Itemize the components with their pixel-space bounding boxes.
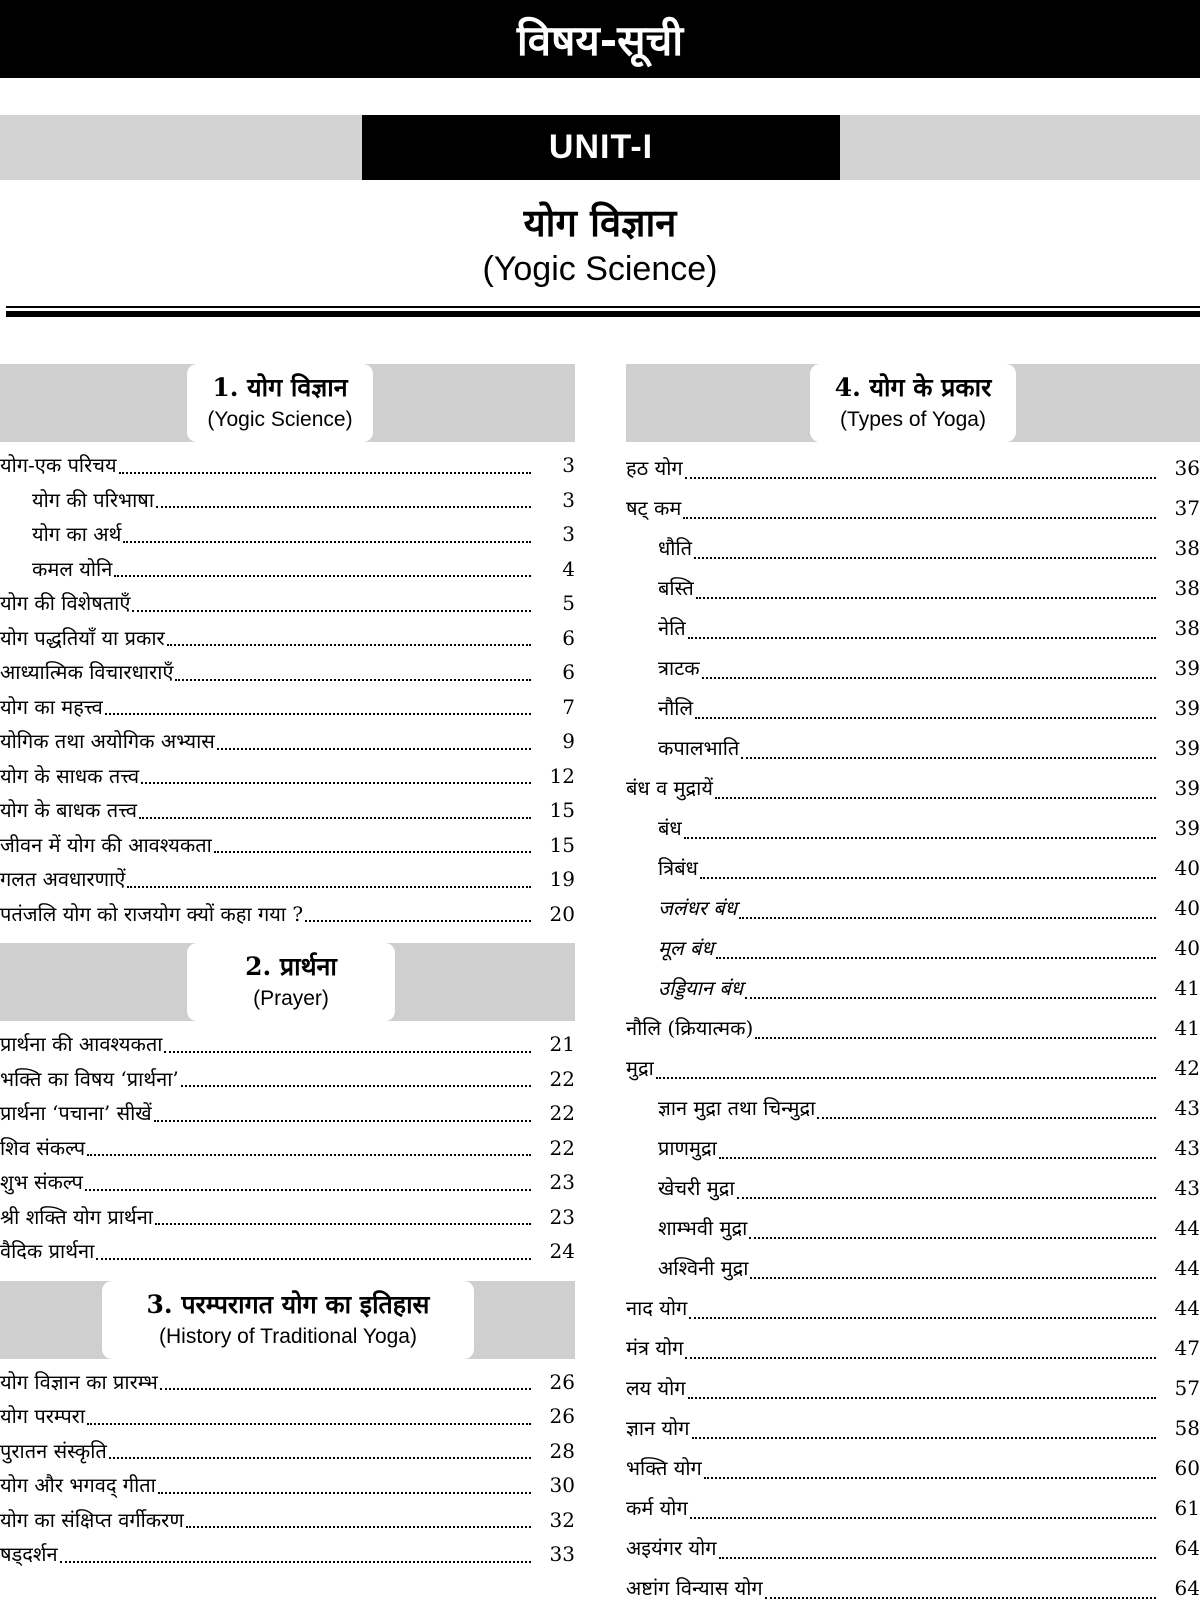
toc-entry <box>626 1328 1200 1368</box>
dot-leader <box>696 597 1156 599</box>
entry-title: अश्विनी मुद्रा <box>658 1256 749 1280</box>
entry-title: नेति <box>658 616 686 640</box>
section-entries <box>0 1027 575 1269</box>
page-number: 3 <box>562 522 575 546</box>
toc-entry <box>0 828 575 863</box>
dot-leader <box>684 837 1156 839</box>
entry-title: पतंजलि योग को राजयोग क्यों कहा गया ? <box>0 901 304 926</box>
toc-entry <box>0 793 575 828</box>
entry-title: नौलि (क्रियात्मक) <box>626 1016 754 1040</box>
section-subtitle: (History of Traditional Yoga) <box>159 1324 417 1348</box>
entry-title: मंत्र योग <box>626 1336 684 1360</box>
toc-entry <box>626 1288 1200 1328</box>
page-number: 58 <box>1174 1416 1200 1440</box>
toc-entry <box>0 1365 575 1400</box>
section-title-box <box>810 364 1016 442</box>
page-number: 60 <box>1174 1456 1200 1480</box>
toc-entry <box>626 1408 1200 1448</box>
toc-entry <box>0 621 575 656</box>
entry-title: त्राटक <box>658 656 700 680</box>
entry-title: खेचरी मुद्रा <box>658 1176 735 1200</box>
page-number: 38 <box>1174 536 1200 560</box>
page-number: 21 <box>549 1032 575 1056</box>
dot-leader <box>741 757 1156 759</box>
dot-leader <box>155 1223 531 1225</box>
dot-leader <box>105 713 531 715</box>
entry-title: योग के साधक तत्त्व <box>0 763 140 788</box>
toc-entry <box>0 862 575 897</box>
entry-title: प्राणमुद्रा <box>658 1136 717 1160</box>
dot-leader <box>683 517 1156 519</box>
toc-entry <box>0 448 575 483</box>
page-number: 32 <box>549 1507 575 1532</box>
toc-entry <box>626 1128 1200 1168</box>
entry-title: बंध व मुद्रायें <box>626 776 713 800</box>
toc-entry <box>0 759 575 794</box>
divider-thick <box>6 311 1200 317</box>
toc-entry <box>626 808 1200 848</box>
toc-entry <box>0 1537 575 1572</box>
dot-leader <box>719 1557 1156 1559</box>
page-number: 41 <box>1174 976 1200 1000</box>
page-number: 3 <box>562 453 575 477</box>
entry-title: प्रार्थना की आवश्यकता <box>0 1032 163 1056</box>
dot-leader <box>214 851 531 853</box>
entry-title: योग की परिभाषा <box>32 487 154 512</box>
dot-leader <box>127 886 531 888</box>
page-number: 44 <box>1174 1216 1200 1240</box>
toc-entry <box>626 1208 1200 1248</box>
entry-title: शाम्भवी मुद्रा <box>658 1216 748 1240</box>
toc-entry <box>626 928 1200 968</box>
dot-leader <box>132 610 531 612</box>
page-number: 64 <box>1174 1576 1200 1600</box>
toc-entry <box>626 1168 1200 1208</box>
entry-title: शिव संकल्प <box>0 1135 86 1160</box>
dot-leader <box>688 637 1156 639</box>
entry-title: श्री शक्ति योग प्रार्थना <box>0 1204 153 1229</box>
toc-entry <box>0 517 575 552</box>
left-column <box>0 364 575 1584</box>
toc-entry <box>626 728 1200 768</box>
page-number: 40 <box>1174 896 1200 920</box>
toc-entry <box>0 1096 575 1131</box>
dot-leader <box>164 1051 531 1053</box>
entry-title: योग की विशेषताएँ <box>0 591 131 615</box>
entry-title: योग का अर्थ <box>32 522 122 546</box>
entry-title: शुभ संकल्प <box>0 1170 83 1194</box>
entry-title: प्रार्थना ‘पचाना’ सीखें <box>0 1101 152 1125</box>
page-number: 22 <box>549 1066 575 1091</box>
entry-title: पुरातन संस्कृति <box>0 1438 107 1463</box>
entry-title: भक्ति योग <box>626 1456 702 1480</box>
dot-leader <box>749 1237 1156 1239</box>
page-number: 39 <box>1174 696 1200 720</box>
dot-leader <box>158 1492 531 1494</box>
dot-leader <box>114 575 531 577</box>
divider-thin <box>6 306 1200 308</box>
entry-title: अष्टांग विन्यास योग <box>626 1576 763 1600</box>
page-number: 43 <box>1174 1096 1200 1120</box>
section-subtitle: (Yogic Science) <box>207 408 353 431</box>
entry-title: षट् कम <box>626 496 682 520</box>
unit-subtitle: (Yogic Science) <box>482 250 718 288</box>
toc-entry <box>0 690 575 725</box>
toc-entry <box>626 568 1200 608</box>
entry-title: भक्ति का विषय ‘प्रार्थना’ <box>0 1066 179 1091</box>
section-header <box>626 364 1200 442</box>
page-number: 39 <box>1174 816 1200 840</box>
dot-leader <box>715 797 1156 799</box>
section-title: 1. योग विज्ञान <box>212 373 348 402</box>
page-number: 44 <box>1174 1256 1200 1280</box>
entry-title: कपालभाति <box>658 736 740 760</box>
page-number: 39 <box>1174 736 1200 760</box>
dot-leader <box>702 677 1156 679</box>
toc-entry <box>626 1568 1200 1608</box>
dot-leader <box>217 748 531 750</box>
page-number: 22 <box>549 1101 575 1125</box>
entry-title: वैदिक प्रार्थना <box>0 1239 95 1263</box>
toc-entry <box>626 1088 1200 1128</box>
dot-leader <box>755 1037 1156 1039</box>
page-number: 5 <box>562 591 575 615</box>
entry-title: मूल बंध <box>658 936 714 960</box>
dot-leader <box>175 679 531 681</box>
page-number: 23 <box>549 1204 575 1229</box>
page-number: 47 <box>1174 1336 1200 1360</box>
section-title-box <box>187 364 373 442</box>
dot-leader <box>156 506 531 508</box>
dot-leader <box>692 1437 1157 1439</box>
toc-entry <box>0 724 575 759</box>
dot-leader <box>305 920 531 922</box>
page-number: 37 <box>1174 496 1200 520</box>
page-number: 24 <box>549 1239 575 1263</box>
entry-title: कर्म योग <box>626 1496 688 1520</box>
section-header <box>0 364 575 442</box>
toc-entry <box>626 1528 1200 1568</box>
section-header <box>0 943 575 1021</box>
dot-leader <box>690 1517 1156 1519</box>
toc-entry <box>0 1131 575 1166</box>
entry-title: योग का संक्षिप्त वर्गीकरण <box>0 1507 184 1532</box>
page-number: 3 <box>562 487 575 512</box>
toc-entry <box>626 1248 1200 1288</box>
section-entries <box>0 448 575 931</box>
entry-title: जीवन में योग की आवश्यकता <box>0 832 212 857</box>
page-number: 57 <box>1174 1376 1200 1400</box>
entry-title: अइयंगर योग <box>626 1536 717 1560</box>
unit-title: योग विज्ञान <box>523 201 677 245</box>
dot-leader <box>167 644 531 646</box>
entry-title: योग के बाधक तत्त्व <box>0 798 137 822</box>
entry-title: आध्यात्मिक विचारधाराएँ <box>0 660 174 684</box>
toc-entry <box>0 897 575 932</box>
toc-entry <box>0 552 575 587</box>
toc-entry <box>626 688 1200 728</box>
section-entries <box>626 448 1200 1608</box>
page-number: 15 <box>549 798 575 822</box>
page-number: 20 <box>549 901 575 926</box>
toc-entry <box>0 1200 575 1235</box>
dot-leader <box>85 1189 531 1191</box>
dot-leader <box>739 917 1156 919</box>
page-number: 12 <box>549 763 575 788</box>
dot-leader <box>186 1526 531 1528</box>
dot-leader <box>160 1388 531 1390</box>
toc-entry <box>626 608 1200 648</box>
dot-leader <box>141 782 531 784</box>
page-number: 30 <box>549 1473 575 1497</box>
dot-leader <box>689 1317 1156 1319</box>
dot-leader <box>704 1477 1156 1479</box>
page-number: 41 <box>1174 1016 1200 1040</box>
page-number: 26 <box>549 1369 575 1394</box>
toc-entry <box>0 1434 575 1469</box>
entry-title: नौलि <box>658 696 694 720</box>
dot-leader <box>716 957 1156 959</box>
page-number: 19 <box>549 867 575 891</box>
toc-entry <box>626 968 1200 1008</box>
page-number: 36 <box>1174 456 1200 480</box>
entry-title: गलत अवधारणाऐं <box>0 867 126 891</box>
dot-leader <box>109 1457 531 1459</box>
entry-title: योग का महत्त्व <box>0 694 103 719</box>
toc-entry <box>0 1503 575 1538</box>
section-title: 3. परम्परागत योग का इतिहास <box>146 1289 430 1319</box>
dot-leader <box>688 1397 1156 1399</box>
toc-entry <box>626 648 1200 688</box>
page-number: 9 <box>562 729 575 753</box>
contents-title: विषय-सूची <box>0 0 1200 78</box>
page-number: 4 <box>562 556 575 581</box>
dot-leader <box>119 472 531 474</box>
page-number: 23 <box>549 1170 575 1194</box>
unit-banner <box>0 115 1200 180</box>
toc-entry <box>626 848 1200 888</box>
dot-leader <box>700 877 1156 879</box>
page-number: 26 <box>549 1404 575 1428</box>
toc-entry <box>626 1488 1200 1528</box>
page-number: 40 <box>1174 856 1200 880</box>
dot-leader <box>685 477 1156 479</box>
page-number: 39 <box>1174 776 1200 800</box>
dot-leader <box>181 1085 531 1087</box>
page-number: 42 <box>1174 1056 1200 1080</box>
toc-entry <box>0 1234 575 1269</box>
section-entries <box>0 1365 575 1572</box>
entry-title: बंध <box>658 816 682 840</box>
toc-entry <box>0 1062 575 1097</box>
entry-title: योग-एक परिचय <box>0 453 117 477</box>
section-title-box <box>102 1281 474 1359</box>
dot-leader <box>750 1277 1156 1279</box>
dot-leader <box>737 1197 1156 1199</box>
entry-title: मुद्रा <box>626 1056 654 1080</box>
page-number: 44 <box>1174 1296 1200 1320</box>
page-number: 39 <box>1174 656 1200 680</box>
page-number: 61 <box>1174 1496 1200 1520</box>
toc-entry <box>0 1027 575 1062</box>
section-title: 2. प्रार्थना <box>245 952 337 981</box>
page-number: 22 <box>549 1135 575 1160</box>
page-number: 40 <box>1174 936 1200 960</box>
toc-entry <box>626 528 1200 568</box>
unit-label: UNIT-I <box>362 115 840 180</box>
section-title: 4. योग के प्रकार <box>834 373 992 402</box>
dot-leader <box>694 557 1156 559</box>
dot-leader <box>817 1117 1156 1119</box>
entry-title: जलंधर बंध <box>658 896 737 920</box>
toc-entry <box>0 655 575 690</box>
dot-leader <box>765 1597 1156 1599</box>
dot-leader <box>656 1077 1156 1079</box>
entry-title: ज्ञान योग <box>626 1416 690 1440</box>
section-subtitle: (Prayer) <box>253 987 329 1010</box>
toc-entry <box>0 1165 575 1200</box>
toc-entry <box>626 1368 1200 1408</box>
entry-title: हठ योग <box>626 456 683 480</box>
toc-entry <box>626 888 1200 928</box>
page-number: 43 <box>1174 1176 1200 1200</box>
page-number: 33 <box>549 1542 575 1566</box>
dot-leader <box>695 717 1156 719</box>
entry-title: लय योग <box>626 1376 686 1400</box>
toc-entry <box>626 448 1200 488</box>
toc-entry <box>626 768 1200 808</box>
dot-leader <box>685 1357 1156 1359</box>
dot-leader <box>139 817 531 819</box>
dot-leader <box>96 1258 531 1260</box>
dot-leader <box>719 1157 1156 1159</box>
entry-title: योगिक तथा अयोगिक अभ्यास <box>0 729 215 753</box>
section-header <box>0 1281 575 1359</box>
toc-entry <box>0 586 575 621</box>
dot-leader <box>87 1423 531 1425</box>
entry-title: ज्ञान मुद्रा तथा चिन्मुद्रा <box>658 1096 816 1120</box>
toc-entry <box>626 1048 1200 1088</box>
page-number: 7 <box>562 694 575 719</box>
dot-leader <box>745 997 1156 999</box>
section-title-box <box>187 943 395 1021</box>
entry-title: योग परम्परा <box>0 1404 86 1428</box>
section-subtitle: (Types of Yoga) <box>840 408 986 431</box>
right-column <box>626 364 1200 1620</box>
toc-entry <box>0 1468 575 1503</box>
toc-entry <box>0 1399 575 1434</box>
dot-leader <box>154 1120 531 1122</box>
page-number: 6 <box>562 625 575 650</box>
dot-leader <box>87 1154 531 1156</box>
page-number: 38 <box>1174 576 1200 600</box>
entry-title: बस्ति <box>658 576 694 600</box>
page-number: 6 <box>562 660 575 684</box>
entry-title: कमल योनि <box>32 556 113 581</box>
entry-title: त्रिबंध <box>658 856 698 880</box>
entry-title: धौति <box>658 536 693 560</box>
page-number: 15 <box>549 832 575 857</box>
toc-entry <box>626 1008 1200 1048</box>
page-number: 28 <box>549 1438 575 1463</box>
dot-leader <box>123 541 531 543</box>
page-number: 38 <box>1174 616 1200 640</box>
toc-entry <box>626 488 1200 528</box>
entry-title: षड्दर्शन <box>0 1542 58 1566</box>
entry-title: योग और भगवद् गीता <box>0 1473 156 1497</box>
toc-entry <box>0 483 575 518</box>
entry-title: उड्डियान बंध <box>658 976 743 1000</box>
entry-title: योग पद्धतियाँ या प्रकार <box>0 625 165 650</box>
entry-title: नाद योग <box>626 1296 688 1320</box>
toc-entry <box>626 1448 1200 1488</box>
entry-title: योग विज्ञान का प्रारम्भ <box>0 1369 158 1394</box>
page-number: 43 <box>1174 1136 1200 1160</box>
page-number: 64 <box>1174 1536 1200 1560</box>
dot-leader <box>60 1561 531 1563</box>
